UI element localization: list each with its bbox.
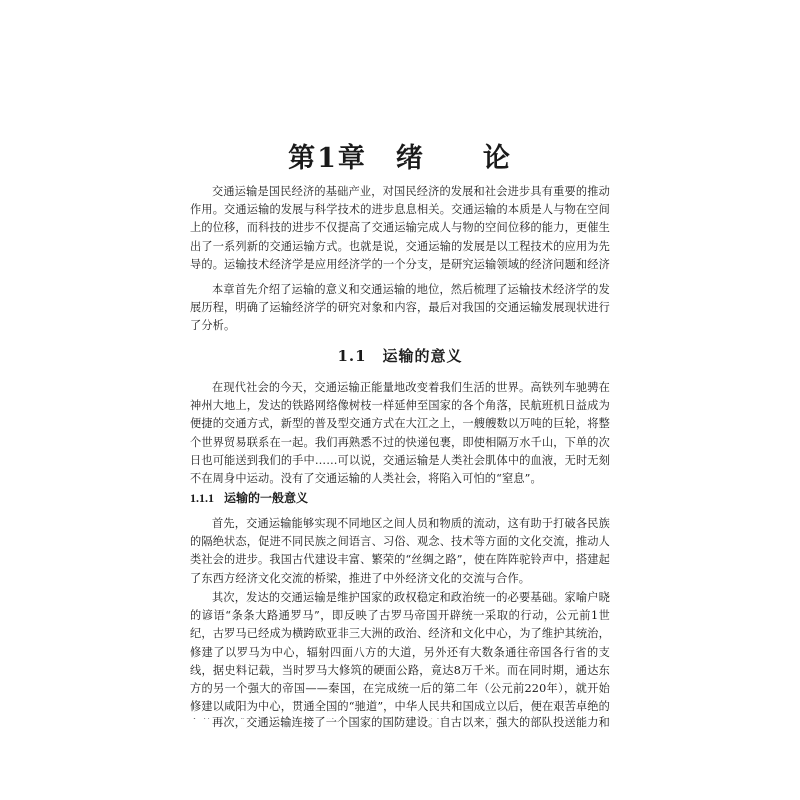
intro-paragraph-2: 本章首先介绍了运输的意义和交通运输的地位，然后梳理了运输技术经济学的发展历程，明确了运输经济学的研究对象和内容，最后对我国的交通运输发展现状进行了分析。 xyxy=(190,283,610,333)
subsection-paragraph-1: 首先，交通运输能够实现不同地区之间人员和物质的流动，这有助于打破各民族的隔绝状态，促进不同民族之间语言、习俗、观念、技术等方面的文化交流，推动人类社会的进步。我国古代建设丰富、繁荣的“丝绸之路”，使在阵阵驼铃声中，搭建起了东西方经济文化交流的桥梁，推进了中外经济文化的交流与合作。 xyxy=(190,517,610,585)
subsection-number: 1.1.1 xyxy=(190,491,214,505)
section-paragraph-1: 在现代社会的今天，交通运输正能量地改变着我们生活的世界。高铁列车驰骋在神州大地上，发达的铁路网络像树枝一样延伸至国家的各个角落，民航班机日益成为便捷的交通方式，新型的普及型交通方式在大江之上，一艘艘数以万吨的巨轮，将整个世界贸易联系在一起。我们再熟悉不过的快递包裹，即使相隔万水千山，下单的次日也可能送到我们的手中……可以说，交通运输是人类社会肌体中的血液，无时无刻不在周身中运动。没有了交通运输的人类社会，将陷入可怕的“窒息”。 xyxy=(190,381,610,486)
subsection-paragraph-2: 其次，发达的交通运输是维护国家的政权稳定和政治统一的必要基础。家喻户晓的谚语“条条大路通罗马”，即反映了古罗马帝国开辟统一采取的行动，公元前1世纪，古罗马已经成为横跨欧亚非三大洲的政治、经济和文化中心，为了维护其统治，修建了以罗马为中心，辐射四面八方的大道，另外还有大数条通往帝国各行省的支线，据史料记载，当时罗马大修筑的硬面公路，竟达8万千米。而在同时期，通达东方的另一个强大的帝国——秦国，在完成统一后的第二年（公元前220年），就开始修建以咸阳为中心，贯通全国的“驰道”，中华人民共和国成立以后，便在艰苦卓绝的 xyxy=(190,591,610,714)
chapter-title: 第1章 绪 论 xyxy=(288,143,512,174)
subsection-label: 运输的一般意义 xyxy=(224,491,309,505)
intro-paragraph-1: 交通运输是国民经济的基础产业，对国民经济的发展和社会进步具有重要的推动作用。交通运输的发展与科学技术的进步息息相关。交通运输的本质是人与物在空间上的位移，而科技的进步不仅提高了交通运输完成人与物的空间位移的能力，更催生出了一系列新的交通运输方式。也就是说，交通运输的发展是以工程技术的应用为先导的。运输技术经济学是应用经济学的一个分支，是研究运输领域的经济问题和经济 xyxy=(190,185,610,271)
subsection-title xyxy=(190,489,610,507)
section-title: 1.1 运输的意义 xyxy=(337,347,463,365)
subsection-paragraph-3: 再次，交通运输连接了一个国家的国防建设。自古以来，强大的部队投送能力和 xyxy=(212,716,610,729)
